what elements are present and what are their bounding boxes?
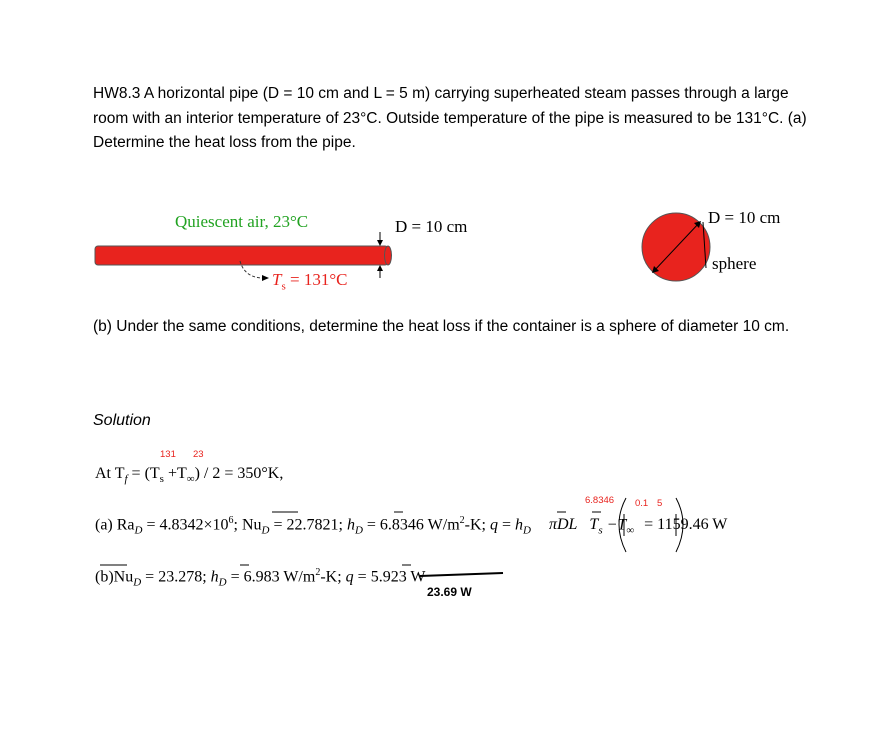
part-b-h-val: = 6.983 W/m (226, 568, 316, 586)
part-a-ra: (a) Ra (95, 516, 135, 534)
annotation-6-8346: 6.8346 (585, 495, 615, 506)
part-a-nu-sub: D (261, 524, 270, 537)
part-b-nu-val: = 23.278; (141, 568, 211, 586)
film-temperature-line (95, 465, 283, 485)
surface-temp-sub: s (281, 280, 286, 293)
part-a-q-eq: = (497, 516, 515, 534)
part-a-q: q (489, 516, 498, 534)
surface-temp-label (272, 270, 347, 292)
pipe-end (385, 246, 392, 265)
part-a-h2: h (515, 516, 523, 534)
diameter-arrowhead-top (377, 240, 383, 246)
part-a-result: = 1159.46 W (640, 516, 728, 534)
problem-text: HW8.3 A horizontal pipe (D = 10 cm and L = 5 m) carrying superheated steam passes through a large room with an interior temperature of 23°C. Outside temperature of the pipe is measured to be 131°C. (a) Determine the heat loss from the pipe. (93, 85, 807, 151)
part-a-h-unit: -K; (464, 516, 490, 534)
pipe-shape (95, 246, 388, 265)
part-a-line (95, 515, 727, 537)
diameter-arrowhead-bottom (377, 265, 383, 271)
annotation-0-1: 0.1 (635, 498, 649, 509)
part-a-ts: T (589, 516, 599, 534)
part-a-inf: ∞ (626, 524, 635, 537)
part-a-h-sub: D (354, 524, 363, 537)
sphere-diameter-label: D = 10 cm (708, 208, 781, 227)
part-b-label: (b) (95, 568, 114, 586)
part-b-line (95, 567, 426, 589)
film-temp-s: s (159, 473, 164, 486)
annotation-23: 23 (193, 449, 204, 460)
strike-line (420, 573, 503, 576)
part-a-exp: 6 (228, 515, 234, 526)
part-a-h-val: = 6.8346 W/m (362, 516, 460, 534)
annotation-5: 5 (657, 498, 663, 509)
pipe-diameter-label: D = 10 cm (395, 217, 468, 236)
part-b-nu: Nu (113, 568, 134, 586)
annotation-131: 131 (160, 449, 176, 460)
part-b-h: h (210, 568, 219, 586)
film-temp-end: ) / 2 = 350°K, (194, 465, 284, 482)
surface-temp-symbol: T (272, 270, 282, 289)
part-b-h-unit: -K; (320, 568, 346, 586)
part-a-h-exp: 2 (459, 515, 465, 526)
solution-heading: Solution (93, 412, 151, 429)
film-temp-rest: = (T (127, 465, 160, 482)
part-a-minus: −T (602, 516, 627, 534)
part-a-ts-sub: s (598, 524, 603, 537)
part-a-ra-sub: D (134, 524, 143, 537)
part-a-pi-dl: πDL (548, 516, 578, 534)
part-a-ra-val: = 4.8342×10 (142, 516, 229, 534)
air-label: Quiescent air, 23°C (175, 212, 309, 231)
part-a-h: h (346, 516, 355, 534)
part-b-h-sub: D (218, 576, 227, 589)
part-a-nu: ; Nu (233, 516, 262, 534)
part-b-nu-sub: D (133, 576, 142, 589)
part-b-corrected-value: 23.69 W (427, 585, 472, 599)
sphere-label: sphere (712, 254, 757, 273)
surface-temp-arrowhead (262, 275, 269, 281)
film-temp-inf: ∞ (186, 473, 195, 486)
part-b-crossed-value: 5.923 W (370, 568, 426, 586)
part-a-h2-sub: D (523, 524, 531, 537)
part-a-nu-val: = 22.7821; (269, 516, 347, 534)
film-temp-prefix: At T (95, 465, 125, 482)
film-temp-sub: f (124, 473, 128, 486)
part-b-h-exp: 2 (315, 567, 321, 578)
surface-temp-value: = 131°C (285, 270, 348, 289)
film-temp-plus: +T (163, 465, 187, 482)
part-b-statement: (b) Under the same conditions, determine the heat loss if the container is a sphere of diameter 10 cm. (93, 318, 790, 335)
part-b-q: q (345, 568, 354, 586)
part-b-q-eq: = (353, 568, 371, 586)
